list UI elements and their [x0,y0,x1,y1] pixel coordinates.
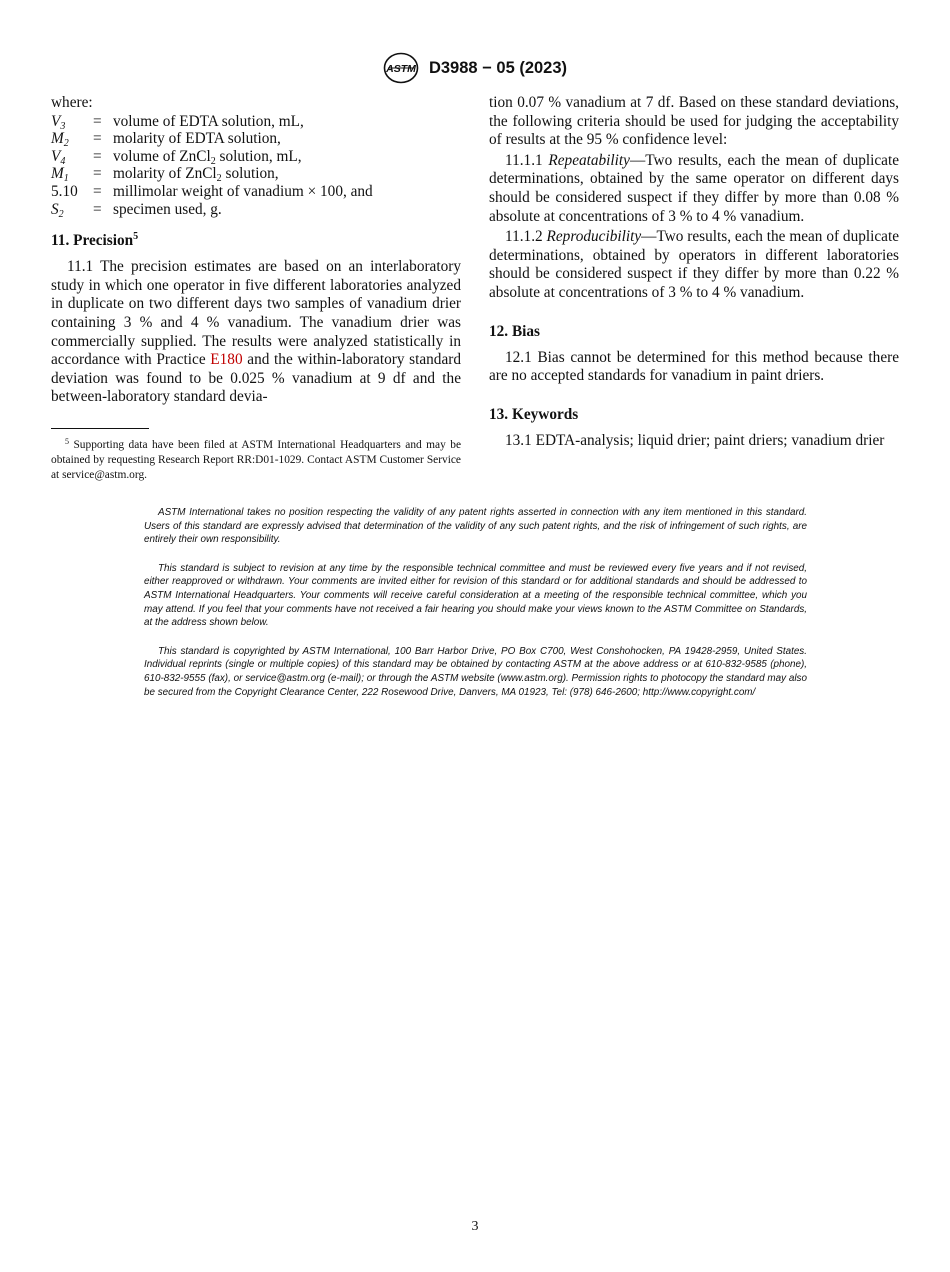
left-column [51,94,461,407]
paragraph-12-1: 12.1 Bias cannot be determined for this method because there are no accepted standards for vanadium in paint driers. [489,348,899,385]
page-header [0,52,950,84]
footnote-ref[interactable]: 5 [133,231,139,243]
right-column [489,94,899,450]
variable-row: $M_2$ = molarity of EDTA solution, [51,130,281,150]
section-heading-precision: 11. Precision$^5$ [51,231,139,250]
variable-row: $V_3$ = volume of EDTA solution, mL, [51,112,304,132]
footnote: $^5$ Supporting data have been filed at ASTM International Headquarters and may be obtained by requesting Research Report RR:D01-1029. Contact ASTM Customer Service at service@astm.org. [51,437,461,482]
paragraph-continuation: tion 0.07 % vanadium at 7 df. Based on these standard deviations, the following criteria should be used for judging the acceptability of results at the 95 % confidence level: [489,94,899,149]
variable-definitions [51,113,373,219]
where-label: where: [51,94,93,111]
copyright-notice: This standard is copyrighted by ASTM International, 100 Barr Harbor Drive, PO Box C700, West Conshohocken, PA 19428-2959, United States. Individual reprints (single or multiple copies) of this standard may be obtained by contacting ASTM at the above address or at 610-832-9585 (phone), 610-832-9555 (fax), or service@astm.org (e-mail); or through the ASTM website (www.astm.org). Permission rights to photocopy the standard may also be secured from the Copyright Clearance Center, 222 Rosewood Drive, Danvers, MA 01923, Tel: (978) 646-2600; http://www.copyright.com/ [144,645,807,698]
paragraph-11-1-1: 11.1.1 Repeatability—Two results, each the mean of duplicate determinations, obtained by the same operator on different days should be considered suspect if they differ by more than 0.08 % absolute at concentrations of 3 % to 4 % vanadium. [489,151,899,225]
standard-designation: D3988 − 05 (2023) [428,58,568,77]
section-heading-keywords: 13. Keywords [489,405,579,423]
footnote-divider [51,428,149,429]
patent-notice: ASTM International takes no position respecting the validity of any patent rights asserted in connection with any item mentioned in this standard. Users of this standard are expressly advised that determination of the validity of any such patent rights, and the risk of infringement of such rights, are entirely their own responsibility. [144,507,807,546]
section-heading-bias: 12. Bias [489,322,540,340]
revision-notice: This standard is subject to revision at any time by the responsible technical committee and must be reviewed every five years and if not revised, either reapproved or withdrawn. Your comments are invited either for revision of this standard or for additional standards and should be addressed to ASTM International Headquarters. Your comments will receive careful consideration at a meeting of the responsible technical committee, which you may attend. If you feel that your comments have not received a fair hearing you should make your views known to the ASTM Committee on Standards, at the address shown below. [144,562,807,629]
paragraph-11-1-2: 11.1.2 Reproducibility—Two results, each the mean of duplicate determinations, obtained by operators in different laboratories should be considered suspect if they differ by more than 0.22 % absolute at concentrations of 3 % to 4 % vanadium. [489,228,899,301]
paragraph-11-1: 11.1 The precision estimates are based on an interlaboratory study in which one operator in five different laboratories analyzed in duplicate on two different days two samples of vanadium drier containing 3 % and 4 % vanadium. The vanadium drier was commercially supplied. The results were analyzed statistically in accordance with Practice E180 and the within-laboratory standard deviation was found to be 0.025 % vanadium at 9 df and the between-laboratory standard devia- [51,258,461,406]
variable-row: 5.10 = millimolar weight of vanadium × 100, and [51,182,373,200]
logo-text: ASTM [386,63,416,75]
variable-row: $S_2$ = specimen used, g. [51,200,222,220]
practice-e180-link[interactable]: E180 [210,351,243,369]
paragraph-13-1: 13.1 EDTA-analysis; liquid drier; paint driers; vanadium drier [505,431,885,449]
variable-row: $V_4$ = volume of ZnCl$_2$ solution, mL, [51,147,302,167]
astm-logo-icon [383,52,419,84]
page-number: 3 [471,1219,479,1234]
variable-row: $M_1$ = molarity of ZnCl$_2$ solution, [51,165,279,185]
legal-notices [144,506,807,714]
